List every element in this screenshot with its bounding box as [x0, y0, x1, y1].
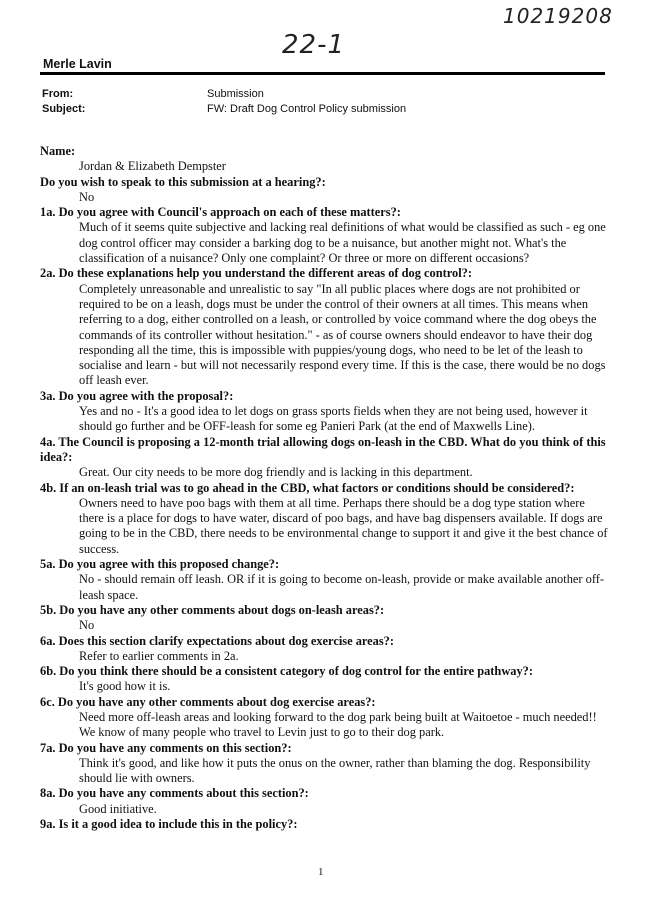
- answer: Think it's good, and like how it puts the onus on the owner, rather than blaming the dog. Responsibility should lie with owners.: [79, 755, 591, 786]
- question: 8a. Do you have any comments about this section?:: [40, 786, 309, 801]
- handwritten-page-code: 22-1: [282, 30, 346, 60]
- form-item-5a: [40, 557, 610, 603]
- form-item-4a: [40, 435, 610, 481]
- form-item-6b: [40, 664, 610, 695]
- answer: Owners need to have poo bags with them at all time. Perhaps there should be a dog type station where there is a place for dogs to have water, discard of poo bags, and have bag dispensers available. If dogs are going to be in the CBD, there needs to be environmental change to support it and give it the best chance of success.: [79, 495, 608, 556]
- form-item-3a: [40, 389, 610, 435]
- question: 2a. Do these explanations help you understand the different areas of dog control?:: [40, 266, 472, 281]
- answer: Yes and no - It's a good idea to let dogs on grass sports fields when they are not being used, however it should go further and be OFF-leash for some eg Panieri Park (at the end of Maxwells Line).: [79, 404, 588, 434]
- answer: Much of it seems quite subjective and lacking real definitions of what would be classified as such - eg one dog control officer may consider a barking dog to be a nuisance, but another might not. What's the classification of a nuisance? Only one complaint? Or three or more on different occasions?: [79, 220, 606, 266]
- answer: No: [79, 189, 95, 204]
- question: 5b. Do you have any other comments about dogs on-leash areas?:: [40, 602, 385, 617]
- form-item-2a: [40, 266, 610, 388]
- question: 7a. Do you have any comments on this section?:: [40, 740, 292, 755]
- form-item-hearing: [40, 175, 610, 206]
- question: 4b. If an on-leash trial was to go ahead in the CBD, what factors or conditions should be considered?:: [40, 480, 575, 495]
- header-divider: [40, 72, 605, 75]
- question: Do you wish to speak to this submission at a hearing?:: [40, 174, 326, 189]
- answer: Need more off-leash areas and looking forward to the dog park being built at Waitoetoe - much needed!! We know of many people who travel to Levin just to go to their dog park.: [79, 709, 597, 740]
- subject-label: Subject:: [42, 103, 86, 115]
- from-label: From:: [42, 88, 74, 100]
- question: 4a. The Council is proposing a 12-month trial allowing dogs on-leash in the CBD. What do you think of this idea?:: [40, 434, 606, 464]
- answer: Jordan & Elizabeth Dempster: [79, 159, 226, 174]
- answer: Completely unreasonable and unrealistic to say "In all public places where dogs are not prohibited or required to be on a leash, dogs must be under the control of their owners at all times. This means when referring to a dog, either controlled on a leash, or controlled by voice command where the dog obeys the commands of its controller without hesitation." - as of course owners should endeavor to have their dog responding all the time, this is impossible with puppies/young dogs, who need to be let of the leash to socialise and learn - but will not necessarily respond every time. If this is the case, there would be no dogs off leash ever.: [79, 281, 606, 388]
- answer: Great. Our city needs to be more dog friendly and is lacking in this department.: [79, 465, 473, 480]
- form-item-8a: [40, 786, 610, 817]
- question: 9a. Is it a good idea to include this in the policy?:: [40, 817, 298, 832]
- form-item-name: [40, 144, 610, 175]
- answer: It's good how it is.: [79, 679, 171, 694]
- from-value: Submission: [207, 88, 264, 100]
- form-item-5b: [40, 603, 610, 634]
- page-number: 1: [318, 866, 324, 878]
- form-item-6c: [40, 695, 610, 741]
- form-item-1a: [40, 205, 610, 266]
- answer: No - should remain off leash. OR if it is going to become on-leash, provide or make available another off-leash space.: [79, 572, 604, 602]
- question: 5a. Do you agree with this proposed change?:: [40, 557, 280, 572]
- answer: Refer to earlier comments in 2a.: [79, 648, 239, 663]
- handwritten-reference-number: 10219208: [503, 4, 613, 28]
- question: 6a. Does this section clarify expectations about dog exercise areas?:: [40, 633, 394, 648]
- question: 3a. Do you agree with the proposal?:: [40, 388, 234, 403]
- email-sender: Merle Lavin: [43, 57, 112, 71]
- question: Name:: [40, 144, 76, 158]
- submission-form: [40, 144, 610, 832]
- question: 1a. Do you agree with Council's approach on each of these matters?:: [40, 205, 401, 220]
- answer: No: [79, 618, 95, 633]
- question: 6c. Do you have any other comments about dog exercise areas?:: [40, 694, 376, 709]
- subject-value: FW: Draft Dog Control Policy submission: [207, 103, 407, 115]
- question: 6b. Do you think there should be a consistent category of dog control for the entire pathway?:: [40, 664, 533, 679]
- form-item-6a: [40, 634, 610, 665]
- form-item-4b: [40, 481, 610, 557]
- answer: Good initiative.: [79, 801, 157, 816]
- form-item-7a: [40, 741, 610, 787]
- form-item-9a: [40, 817, 610, 832]
